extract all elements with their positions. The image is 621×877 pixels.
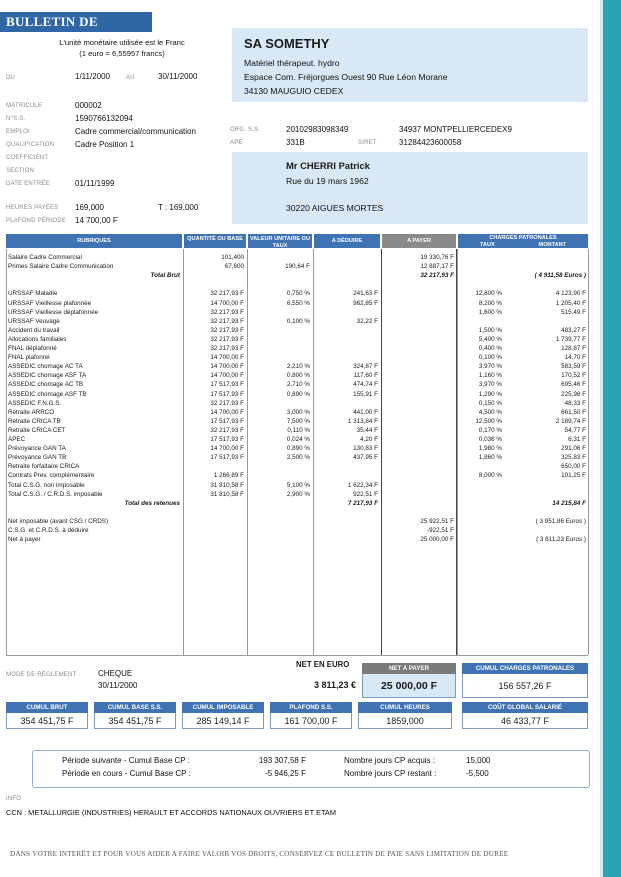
row-rubrique: ASSEDIC chomage AC TA xyxy=(8,363,83,371)
row-quantite: 31 810,58 F xyxy=(210,481,244,489)
cumul-header: CUMUL IMPOSABLE xyxy=(182,702,264,713)
cumul-header: CUMUL HEURES xyxy=(358,702,452,713)
row-taux: 1,160 % xyxy=(478,372,502,380)
row-rubrique: Accident du travail xyxy=(8,326,60,334)
row-rubrique: Total C.S.G. non imposable xyxy=(8,481,85,489)
row-rubrique: Total C.S.G. / C.R.D.S. imposable xyxy=(8,490,103,498)
currency-note-line2: (1 euro = 6,55957 francs) xyxy=(79,49,165,58)
row-taux: 0,170 % xyxy=(478,426,502,434)
row-rubrique: Salaire Cadre Commercial xyxy=(8,254,82,261)
row-rubrique: URSSAF Veuvage xyxy=(8,317,60,325)
row-quantite: 32 217,93 F xyxy=(210,317,244,325)
row-deduire: 1 313,84 F xyxy=(347,417,378,425)
org-ss-city: 34937 MONTPELLIERCEDEX9 xyxy=(399,125,512,134)
row-quantite: 17 517,93 F xyxy=(210,381,244,389)
row-deduire: 117,60 F xyxy=(353,372,378,380)
row-taux: 0,100 % xyxy=(478,354,502,362)
employee-field-value: 169,000 xyxy=(75,203,104,212)
row-deduire: 241,63 F xyxy=(353,290,378,298)
row-quantite: 17 517,93 F xyxy=(210,454,244,462)
header-valeur: VALEUR UNITAIRE OU TAUX xyxy=(249,236,311,249)
employee-field-value: 000002 xyxy=(75,101,102,110)
footer-note: DANS VOTRE INTÉRÊT ET POUR VOUS AIDER A FAIRE VALOIR VOS DROITS, CONSERVEZ CE BULLETIN DE PAIE SANS LIMITATION DE DURÉE xyxy=(10,850,509,858)
row-rubrique: Total des retenues xyxy=(124,499,180,507)
row-rubrique: Contrats Prev. complémentaire xyxy=(8,472,95,480)
row-quantite: 14 700,00 F xyxy=(210,363,244,371)
row-rubrique: Prévoyance GAN TA xyxy=(8,445,66,453)
row-montant: 128,87 F xyxy=(561,345,586,352)
row-taux: 1,980 % xyxy=(478,445,502,453)
row-montant: 291,06 F xyxy=(561,445,586,453)
company-line2: Espace Com. Fréjorgues Ouest 90 Rue Léon Morane xyxy=(244,72,448,82)
row-payer: 19 330,76 F xyxy=(420,254,454,261)
row-valeur: 6,550 % xyxy=(286,299,310,307)
header-rubriques: RUBRIQUES xyxy=(6,234,182,248)
row-taux: 1,860 % xyxy=(478,454,502,462)
employee-field-value: Cadre commercial/communication xyxy=(75,127,196,136)
header-charges xyxy=(458,234,588,248)
row-montant: 101,25 F xyxy=(561,472,586,480)
row-valeur: 0,800 % xyxy=(286,372,310,380)
cumul-value: 46 433,77 F xyxy=(462,713,588,729)
siret-label: SIRET xyxy=(358,140,377,146)
net-euro-label: NET EN EURO xyxy=(296,660,350,669)
row-valeur: 2,210 % xyxy=(286,363,310,371)
row-valeur: 0,890 % xyxy=(286,390,310,398)
cumul-header: CUMUL BASE S.S. xyxy=(94,702,176,713)
employee-city: 30220 AIGUES MORTES xyxy=(286,203,384,213)
row-quantite: 17 517,93 F xyxy=(210,417,244,425)
cp-suivante-value: 193 307,58 F xyxy=(258,756,306,765)
row-quantite: 32 217,93 F xyxy=(210,290,244,298)
row-rubrique: FNAL déplafonné xyxy=(8,345,57,352)
row-quantite: 17 517,93 F xyxy=(210,390,244,398)
row-quantite: 32 217,93 F xyxy=(210,345,244,352)
row-payer: 32 217,93 F xyxy=(420,272,454,280)
row-taux: 12,800 % xyxy=(475,290,502,298)
col-sep-5 xyxy=(457,249,458,655)
convention-text: CCN : METALLURGIE (INDUSTRIES) HERAULT ET ACCORDS NATIONAUX OUVRIERS ET ETAM xyxy=(6,808,337,817)
row-quantite: 14 700,00 F xyxy=(210,354,244,362)
row-rubrique: Net imposable (avant CSG / CRDS) xyxy=(8,517,109,525)
payer-column-frame xyxy=(381,249,457,655)
row-quantite: 32 217,93 F xyxy=(210,335,244,343)
row-rubrique: ASSEDIC chomage AC TB xyxy=(8,381,84,389)
row-montant: 1 739,77 F xyxy=(555,335,586,343)
row-taux: 12,500 % xyxy=(475,417,502,425)
row-rubrique: FNAL plafonné xyxy=(8,354,50,362)
row-payer: 25 922,51 F xyxy=(420,517,454,525)
company-line3: 34130 MAUGUIO CEDEX xyxy=(244,86,344,96)
period-from-label: DU xyxy=(6,75,16,81)
row-montant: 650,00 F xyxy=(561,463,586,471)
row-montant: 54,77 F xyxy=(564,426,586,434)
row-valeur: 0,750 % xyxy=(286,290,310,298)
header-quantite: QUANTITÉ OU BASE xyxy=(184,234,246,248)
row-deduire: 441,00 F xyxy=(353,408,378,416)
payment-mode: CHEQUE xyxy=(98,669,133,678)
row-rubrique: URSSAF Vieillesse déplafonnée xyxy=(8,308,99,316)
row-deduire: 324,87 F xyxy=(353,363,378,371)
row-montant: ( 3 811,23 Euros ) xyxy=(536,536,586,544)
row-valeur: 5,100 % xyxy=(286,481,310,489)
cp-acquis-label: Nombre jours CP acquis : xyxy=(344,756,435,765)
org-ss-value: 20102983098349 xyxy=(286,125,349,134)
employee-field-label: QUALIFICATION xyxy=(6,142,55,148)
row-quantite: 14 700,00 F xyxy=(210,299,244,307)
employee-field-label: SECTION xyxy=(6,168,35,174)
col-sep-3 xyxy=(313,249,314,655)
row-rubrique: URSSAF Maladie xyxy=(8,290,58,298)
row-montant: 583,59 F xyxy=(561,363,586,371)
row-deduire: 155,91 F xyxy=(353,390,378,398)
header-charges-label: CHARGES PATRONALES xyxy=(489,235,557,241)
row-montant: 4 123,90 F xyxy=(555,290,586,298)
row-rubrique: Net à payer xyxy=(8,536,41,544)
row-taux: 3,970 % xyxy=(478,363,502,371)
row-deduire: 7 217,93 F xyxy=(347,499,378,507)
row-deduire: 962,85 F xyxy=(353,299,378,307)
cumul-charges-value: 156 557,26 F xyxy=(462,674,588,698)
row-taux: 1,500 % xyxy=(478,326,502,334)
row-deduire: 474,74 F xyxy=(353,381,378,389)
row-montant: 1 205,40 F xyxy=(555,299,586,307)
cp-restant-value: -5,500 xyxy=(466,769,489,778)
row-valeur: 190,64 F xyxy=(285,263,310,271)
cp-acquis-value: 15,000 xyxy=(466,756,491,765)
period-from: 1/11/2000 xyxy=(75,72,110,81)
employee-field-label: HEURES PAYÉES xyxy=(6,205,59,211)
row-deduire: 922,51 F xyxy=(353,490,378,498)
employee-field-label: MATRICULE xyxy=(6,103,43,109)
cumul-header: CUMUL BRUT xyxy=(6,702,88,713)
row-montant: 6,31 F xyxy=(568,436,586,443)
row-rubrique: Retraite CRICA CET xyxy=(8,426,66,434)
row-rubrique: Prévoyance GAN TB xyxy=(8,454,67,462)
cp-suivante-label: Période suivante - Cumul Base CP : xyxy=(62,756,190,765)
row-montant: 48,33 F xyxy=(564,399,586,407)
row-deduire: 1 622,34 F xyxy=(347,481,378,489)
row-montant: 515,49 F xyxy=(561,308,586,316)
ape-value: 331B xyxy=(286,138,305,147)
employee-street: Rue du 19 mars 1962 xyxy=(286,176,369,186)
cumul-value: 285 149,14 F xyxy=(182,713,264,729)
row-taux: 1,290 % xyxy=(478,390,502,398)
row-quantite: 17 517,93 F xyxy=(210,436,244,443)
row-valeur: 2,900 % xyxy=(286,490,310,498)
employee-field-label: PLAFOND PÉRIODE xyxy=(6,218,67,224)
employee-name: Mr CHERRI Patrick xyxy=(286,160,370,171)
row-quantite: 14 700,00 F xyxy=(210,408,244,416)
row-rubrique: C.S.G. et C.R.D.S. à déduire xyxy=(8,527,89,534)
row-taux: 8,000 % xyxy=(478,472,502,480)
row-deduire: 130,83 F xyxy=(353,445,378,453)
row-montant: 2 189,74 F xyxy=(555,417,586,425)
ape-label: APE xyxy=(230,140,243,146)
col-sep-2 xyxy=(247,249,248,655)
row-quantite: 32 217,93 F xyxy=(210,426,244,434)
row-montant: 14,70 F xyxy=(564,354,586,362)
org-ss-label: ORG. S.S. xyxy=(230,127,261,133)
cp-restant-label: Nombre jours CP restant : xyxy=(344,769,437,778)
row-quantite: 101,400 xyxy=(221,254,244,261)
row-montant: 325,83 F xyxy=(561,454,586,462)
col-sep-1 xyxy=(183,249,184,655)
row-taux: 5,400 % xyxy=(478,335,502,343)
row-quantite: 67,600 xyxy=(224,263,244,271)
convention-label: INFO xyxy=(6,796,22,802)
row-rubrique: Retraite forfaitaire CRICA xyxy=(8,463,80,471)
employee-field-value: 14 700,00 F xyxy=(75,216,118,225)
row-valeur: 0,890 % xyxy=(286,445,310,453)
cumul-value: 354 451,75 F xyxy=(94,713,176,729)
row-taux: 0,036 % xyxy=(478,436,502,443)
row-deduire: 32,22 F xyxy=(356,317,378,325)
payment-date: 30/11/2000 xyxy=(98,681,138,690)
cumul-value: 1859,000 xyxy=(358,713,452,729)
row-payer: 25 000,00 F xyxy=(420,536,454,544)
row-taux: 4,500 % xyxy=(478,408,502,416)
header-payer: A PAYER xyxy=(382,234,456,248)
company-name: SA SOMETHY xyxy=(244,36,330,51)
row-rubrique: Primes Salaire Cadre Communication xyxy=(8,263,114,271)
row-deduire: 437,95 F xyxy=(353,454,378,462)
table-left-rule xyxy=(6,249,7,655)
row-rubrique: Retraite ARRCO xyxy=(8,408,55,416)
employee-field-value: 1590766132094 xyxy=(75,114,133,123)
cp-encours-value: -5 946,25 F xyxy=(265,769,306,778)
row-taux: 8,200 % xyxy=(478,299,502,307)
row-valeur: 0,024 % xyxy=(286,436,310,443)
cumul-charges-header: CUMUL CHARGES PATRONALES xyxy=(462,663,588,674)
table-bottom-rule xyxy=(6,655,588,656)
employee-field-label: DATE ENTRÉE xyxy=(6,181,50,187)
row-montant: ( 3 951,86 Euros ) xyxy=(535,517,586,525)
row-quantite: 14 700,00 F xyxy=(210,445,244,453)
row-quantite: 32 217,93 F xyxy=(210,326,244,334)
header-deduire: A DÉDUIRE xyxy=(314,234,380,248)
payment-mode-label: MODE DE RÈGLEMENT : xyxy=(6,672,81,678)
row-rubrique: URSSAF Vieillesse plafonnée xyxy=(8,299,92,307)
header-taux: TAUX xyxy=(479,242,495,248)
row-rubrique: Retraite CRICA TB xyxy=(8,417,61,425)
cumul-header: PLAFOND S.S. xyxy=(270,702,352,713)
row-rubrique: ASSEDIC F.N.G.S. xyxy=(8,399,62,407)
document-title: BULLETIN DE SALAIRE xyxy=(0,12,152,32)
row-montant: 14 215,84 F xyxy=(552,499,586,507)
currency-note-line1: L'unité monétaire utilisée est le Franc xyxy=(59,38,185,47)
row-valeur: 2,500 % xyxy=(286,454,310,462)
row-rubrique: ASSEDIC chomage ASF TB xyxy=(8,390,87,398)
row-valeur: 0,110 % xyxy=(287,426,310,434)
row-montant: 225,98 F xyxy=(561,390,586,398)
row-quantite: 14 700,00 F xyxy=(210,372,244,380)
cumul-value: 161 700,00 F xyxy=(270,713,352,729)
employee-field-value: 01/11/1999 xyxy=(75,179,115,188)
net-payer-value: 25 000,00 F xyxy=(362,674,456,698)
row-montant: 483,27 F xyxy=(561,326,586,334)
row-payer: -922,51 F xyxy=(427,527,454,534)
right-edge-stripe xyxy=(603,0,621,877)
row-quantite: 32 217,93 F xyxy=(210,308,244,316)
row-valeur: 0,100 % xyxy=(286,317,310,325)
row-rubrique: APEC xyxy=(8,436,26,443)
row-montant: 695,46 F xyxy=(561,381,586,389)
cumul-header: COÛT GLOBAL SALARIÉ xyxy=(462,702,588,713)
row-taux: 1,600 % xyxy=(478,308,502,316)
row-taux: 0,150 % xyxy=(478,399,502,407)
row-montant: 170,52 F xyxy=(561,372,586,380)
employee-field-label: EMPLOI xyxy=(6,129,30,135)
cumul-value: 354 451,75 F xyxy=(6,713,88,729)
row-taux: 0,400 % xyxy=(478,345,502,352)
period-to: 30/11/2000 xyxy=(158,72,198,81)
company-line1: Matériel thérapeut. hydro xyxy=(244,58,340,68)
row-quantite: 31 810,58 F xyxy=(210,490,244,498)
net-payer-header: NET A PAYER xyxy=(362,663,456,674)
employee-field-value: Cadre Position 1 xyxy=(75,140,135,149)
employee-field-label: N°S.S. xyxy=(6,116,26,122)
row-quantite: 1 266,89 F xyxy=(213,472,244,480)
row-montant: ( 4 911,58 Euros ) xyxy=(534,272,586,280)
row-deduire: 35,44 F xyxy=(356,426,378,434)
row-quantite: 32 217,93 F xyxy=(210,399,244,407)
row-valeur: 2,710 % xyxy=(286,381,310,389)
siret-value: 31284423600058 xyxy=(399,138,462,147)
cp-encours-label: Période en cours - Cumul Base CP : xyxy=(62,769,191,778)
row-valeur: 3,000 % xyxy=(286,408,310,416)
employee-field-label: COEFFICIENT xyxy=(6,155,49,161)
row-rubrique: ASSEDIC chomage ASF TA xyxy=(8,372,87,380)
table-right-rule xyxy=(588,249,589,655)
row-deduire: 4,20 F xyxy=(360,436,378,443)
row-valeur: 7,500 % xyxy=(286,417,310,425)
header-montant: MONTANT xyxy=(538,242,567,248)
net-euro-value: 3 811,23 € xyxy=(313,680,356,690)
row-payer: 12 887,17 F xyxy=(420,263,454,271)
row-montant: 661,50 F xyxy=(561,408,586,416)
period-to-label: AU xyxy=(126,75,135,81)
row-rubrique: Total Brut xyxy=(150,272,180,280)
row-taux: 3,970 % xyxy=(478,381,502,389)
total-hours: T : 169,000 xyxy=(158,203,199,212)
row-rubrique: Allocations familiales xyxy=(8,335,67,343)
